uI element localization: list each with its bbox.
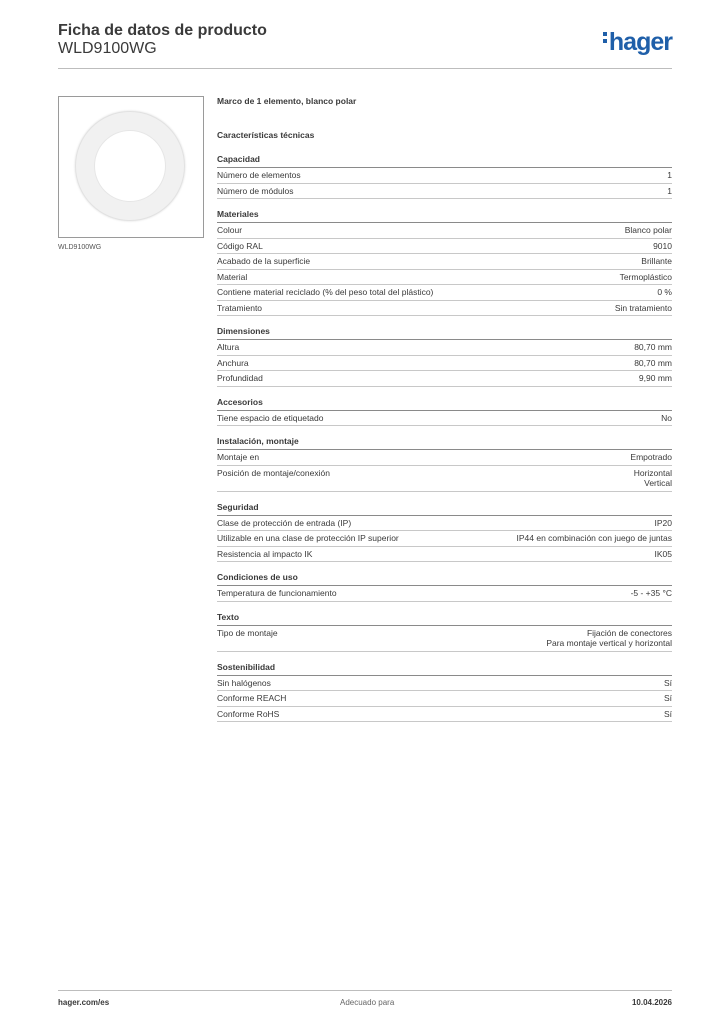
spec-label: Altura bbox=[217, 342, 240, 352]
spec-value-line: IP20 bbox=[654, 517, 672, 528]
spec-value-line: Sí bbox=[663, 677, 672, 688]
spec-value-line: IP44 en combinación con juego de juntas bbox=[516, 533, 672, 543]
spec-value bbox=[664, 693, 672, 704]
spec-group-title: Sostenibilidad bbox=[217, 662, 672, 676]
spec-label: Conforme REACH bbox=[217, 693, 287, 703]
spec-value bbox=[664, 709, 672, 720]
spec-group bbox=[217, 209, 672, 316]
spec-value bbox=[615, 303, 672, 314]
spec-label: Código RAL bbox=[217, 240, 263, 251]
spec-value bbox=[517, 533, 672, 544]
spec-label: Montaje en bbox=[217, 452, 260, 462]
spec-group-title: Condiciones de uso bbox=[217, 572, 672, 586]
spec-value bbox=[639, 373, 672, 384]
spec-value bbox=[546, 628, 672, 649]
spec-group bbox=[217, 436, 672, 492]
spec-value bbox=[657, 287, 672, 298]
spec-content bbox=[217, 96, 672, 732]
spec-value-line: 80,70 mm bbox=[634, 342, 672, 352]
spec-value-line: Sí bbox=[663, 693, 672, 703]
spec-row bbox=[217, 371, 672, 387]
spec-row bbox=[217, 168, 672, 184]
spec-group-title: Seguridad bbox=[217, 502, 672, 516]
spec-row bbox=[217, 254, 672, 270]
spec-row bbox=[217, 356, 672, 372]
spec-value bbox=[655, 518, 673, 529]
spec-label: Colour bbox=[217, 225, 243, 235]
spec-value bbox=[620, 272, 672, 283]
spec-value-line: IK05 bbox=[654, 548, 672, 559]
frame-ring-graphic bbox=[75, 111, 185, 221]
spec-group bbox=[217, 572, 672, 602]
spec-value-line: Blanco polar bbox=[624, 225, 672, 235]
spec-value-line: 80,70 mm bbox=[634, 357, 672, 368]
spec-group bbox=[217, 326, 672, 387]
spec-group bbox=[217, 502, 672, 563]
spec-value bbox=[661, 413, 672, 424]
spec-label: Acabado de la superficie bbox=[217, 256, 311, 266]
spec-label: Posición de montaje/conexión bbox=[217, 467, 330, 478]
spec-row bbox=[217, 270, 672, 286]
spec-row bbox=[217, 340, 672, 356]
footer-suitable-for: Adecuado para bbox=[340, 998, 395, 1007]
spec-row bbox=[217, 531, 672, 547]
spec-value-line: Horizontal bbox=[633, 467, 672, 478]
spec-value bbox=[667, 170, 672, 181]
spec-value-line: Fijación de conectores bbox=[586, 627, 672, 638]
spec-value-line: Termoplástico bbox=[619, 271, 672, 282]
spec-row bbox=[217, 184, 672, 200]
footer-date: 10.04.2026 bbox=[631, 998, 672, 1007]
product-reference: WLD9100WG bbox=[58, 40, 157, 57]
spec-group-title: Accesorios bbox=[217, 397, 672, 411]
spec-value bbox=[630, 452, 672, 463]
spec-value-line: -5 - +35 °C bbox=[630, 588, 672, 598]
spec-group-title: Capacidad bbox=[217, 154, 672, 168]
spec-value bbox=[667, 186, 672, 197]
spec-row bbox=[217, 676, 672, 692]
spec-value bbox=[631, 588, 672, 599]
spec-value bbox=[655, 549, 673, 560]
spec-label: Profundidad bbox=[217, 373, 263, 383]
spec-row bbox=[217, 626, 672, 652]
spec-value-line: No bbox=[661, 412, 672, 423]
spec-row bbox=[217, 516, 672, 532]
spec-value-line: Para montaje vertical y horizontal bbox=[546, 638, 672, 648]
spec-row bbox=[217, 707, 672, 723]
spec-value-line: Vertical bbox=[644, 478, 672, 488]
spec-row bbox=[217, 450, 672, 466]
spec-value-line: Sin tratamiento bbox=[614, 302, 672, 313]
spec-row bbox=[217, 223, 672, 239]
spec-label: Número de elementos bbox=[217, 170, 301, 180]
spec-label: Clase de protección de entrada (IP) bbox=[217, 517, 352, 528]
spec-row bbox=[217, 301, 672, 317]
spec-label: Anchura bbox=[217, 357, 249, 368]
spec-value-line: 0 % bbox=[657, 287, 672, 297]
spec-value bbox=[634, 342, 672, 353]
spec-value bbox=[634, 468, 672, 489]
spec-group-title: Texto bbox=[217, 612, 672, 626]
spec-row bbox=[217, 411, 672, 427]
spec-label: Material bbox=[217, 271, 248, 282]
spec-label: Utilizable en una clase de protección IP superior bbox=[217, 533, 399, 543]
spec-value-line: Empotrado bbox=[630, 452, 672, 462]
page-header bbox=[58, 22, 672, 70]
spec-label: Tiene espacio de etiquetado bbox=[217, 412, 324, 423]
spec-value-line: 1 bbox=[667, 170, 672, 180]
spec-label: Número de módulos bbox=[217, 185, 294, 196]
hager-logo bbox=[603, 28, 672, 57]
spec-label: Resistencia al impacto IK bbox=[217, 548, 313, 559]
spec-row bbox=[217, 586, 672, 602]
logo-text: hager bbox=[608, 28, 672, 56]
spec-label: Contiene material reciclado (% del peso total del plástico) bbox=[217, 287, 434, 297]
spec-group bbox=[217, 397, 672, 427]
spec-group bbox=[217, 154, 672, 199]
section-label: Características técnicas bbox=[217, 130, 315, 140]
footer-divider bbox=[58, 990, 672, 991]
spec-group bbox=[217, 662, 672, 723]
spec-group bbox=[217, 612, 672, 652]
spec-row bbox=[217, 691, 672, 707]
spec-row bbox=[217, 547, 672, 563]
spec-value-line: 1 bbox=[667, 185, 672, 196]
spec-group-title: Dimensiones bbox=[217, 326, 672, 340]
spec-label: Conforme RoHS bbox=[217, 708, 280, 719]
spec-value-line: 9010 bbox=[653, 240, 672, 251]
spec-value bbox=[653, 241, 672, 252]
footer-website[interactable]: hager.com/es bbox=[58, 998, 110, 1007]
spec-value bbox=[625, 225, 672, 236]
spec-groups bbox=[217, 154, 672, 722]
spec-label: Tipo de montaje bbox=[217, 627, 278, 638]
spec-label: Sin halógenos bbox=[217, 677, 271, 688]
spec-row bbox=[217, 239, 672, 255]
product-image bbox=[58, 96, 204, 238]
product-image-caption: WLD9100WG bbox=[58, 244, 102, 251]
spec-value-line: 9,90 mm bbox=[638, 373, 672, 383]
spec-row bbox=[217, 466, 672, 492]
document-title: Ficha de datos de producto bbox=[58, 22, 267, 39]
spec-group-title: Materiales bbox=[217, 209, 672, 223]
spec-group-title: Instalación, montaje bbox=[217, 436, 672, 450]
spec-row bbox=[217, 285, 672, 301]
spec-label: Temperatura de funcionamiento bbox=[217, 588, 337, 598]
spec-value-line: Brillante bbox=[641, 256, 672, 266]
spec-value bbox=[641, 256, 672, 267]
product-name: Marco de 1 elemento, blanco polar bbox=[217, 96, 357, 106]
header-divider bbox=[58, 68, 672, 69]
spec-label: Tratamiento bbox=[217, 302, 263, 313]
spec-value bbox=[634, 358, 672, 369]
logo-dots-icon bbox=[603, 29, 607, 46]
spec-value-line: Sí bbox=[663, 708, 672, 719]
spec-value bbox=[664, 678, 672, 689]
